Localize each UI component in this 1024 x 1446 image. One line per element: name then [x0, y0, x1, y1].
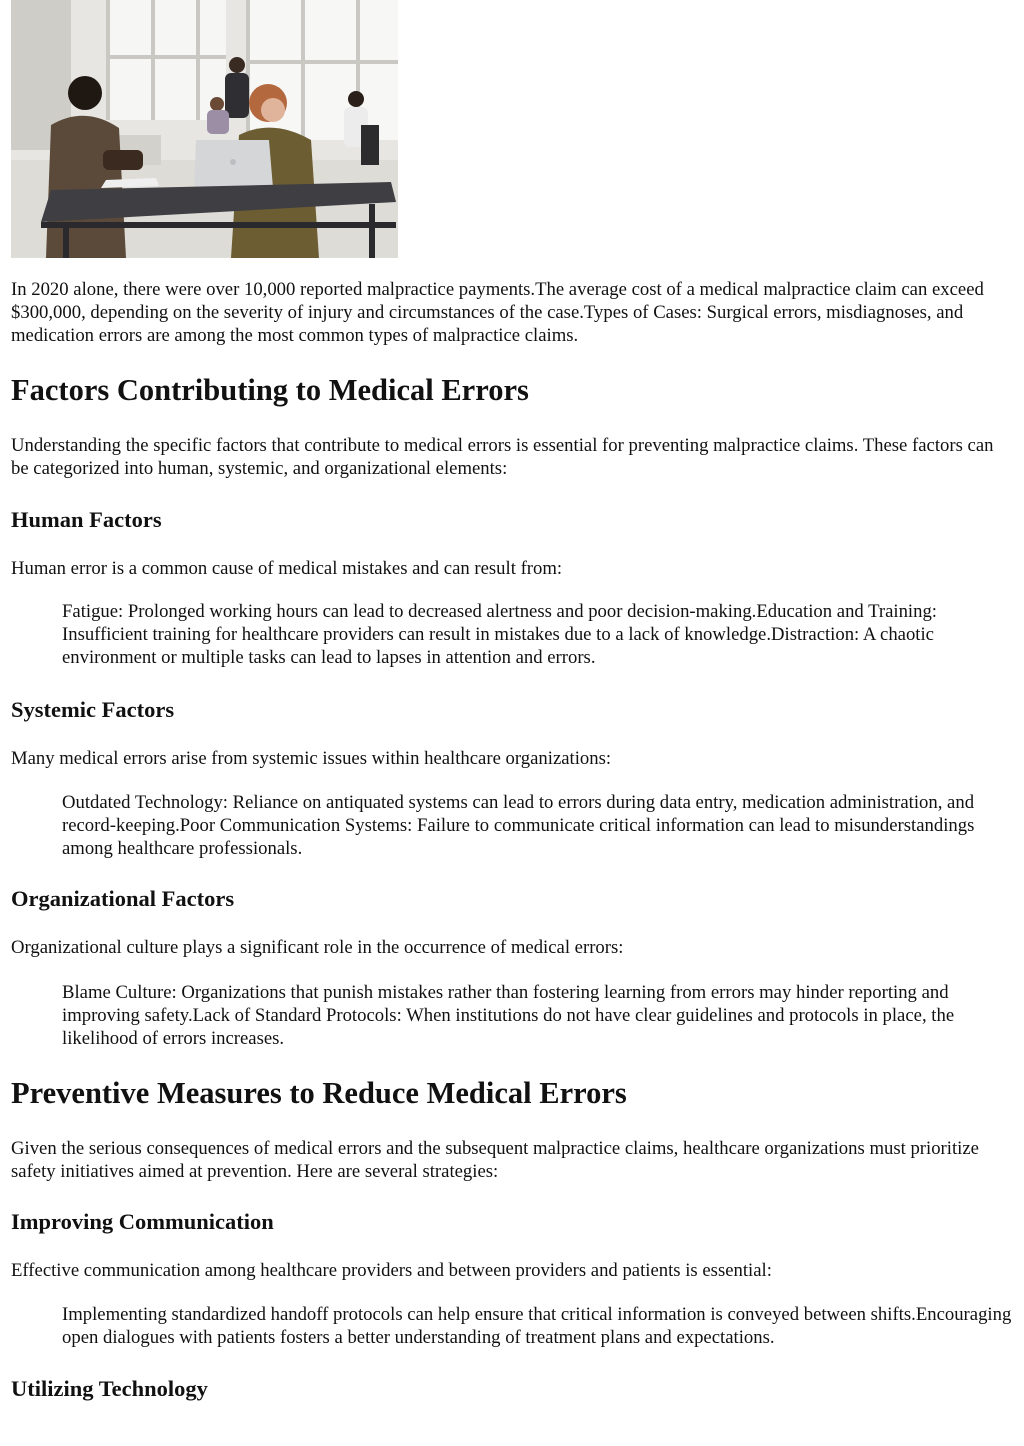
human-factors-list: Fatigue: Prolonged working hours can lead to decreased alertness and poor decision-making.Education and Training: Insufficient training for healthcare providers can result in mistakes due to a lack of knowledge.Distraction: A chaotic environment or multiple tasks can lead to lapses in attention and errors. — [62, 601, 937, 668]
article-photo — [11, 0, 398, 258]
preventive-heading: Preventive Measures to Reduce Medical Errors — [11, 1076, 627, 1110]
factors-heading: Factors Contributing to Medical Errors — [11, 373, 529, 407]
systemic-factors-list: Outdated Technology: Reliance on antiquated systems can lead to errors during data entry, medication administration, and record-keeping.Poor Communication Systems: Failure to communicate critical information can lead to misunderstandings among healthcare professionals. — [62, 792, 975, 859]
preventive-intro: Given the serious consequences of medical errors and the subsequent malpractice claims, healthcare organizations must prioritize safety initiatives aimed at prevention. Here are several strategies: — [11, 1138, 979, 1182]
people-with-laptop-photo-icon — [11, 0, 398, 258]
communication-intro: Effective communication among healthcare providers and between providers and patients is essential: — [11, 1260, 772, 1281]
intro-paragraph: In 2020 alone, there were over 10,000 reported malpractice payments.The average cost of a medical malpractice claim can exceed $300,000, depending on the severity of injury and circumstances of the case.Types of Cases: Surgical errors, misdiagnoses, and medication errors are among the most common types of malpractice claims. — [11, 279, 984, 346]
human-factors-heading: Human Factors — [11, 507, 162, 532]
factors-intro: Understanding the specific factors that contribute to medical errors is essential for preventing malpractice claims. These factors can be categorized into human, systemic, and organizational elements: — [11, 435, 994, 479]
systemic-factors-intro: Many medical errors arise from systemic issues within healthcare organizations: — [11, 748, 612, 769]
systemic-factors-heading: Systemic Factors — [11, 697, 175, 722]
organizational-factors-intro: Organizational culture plays a significant role in the occurrence of medical errors: — [11, 937, 624, 958]
communication-list: Implementing standardized handoff protocols can help ensure that critical information is conveyed between shifts.Encouraging open dialogues with patients fosters a better understanding of treatment plans and expectations. — [62, 1304, 1012, 1348]
organizational-factors-heading: Organizational Factors — [11, 886, 235, 911]
technology-heading: Utilizing Technology — [11, 1376, 208, 1401]
organizational-factors-list: Blame Culture: Organizations that punish mistakes rather than fostering learning from errors may hinder reporting and improving safety.Lack of Standard Protocols: When institutions do not have clear guidelines and protocols in place, the likelihood of errors increases. — [62, 982, 955, 1049]
communication-heading: Improving Communication — [11, 1209, 274, 1234]
human-factors-intro: Human error is a common cause of medical mistakes and can result from: — [11, 558, 563, 579]
